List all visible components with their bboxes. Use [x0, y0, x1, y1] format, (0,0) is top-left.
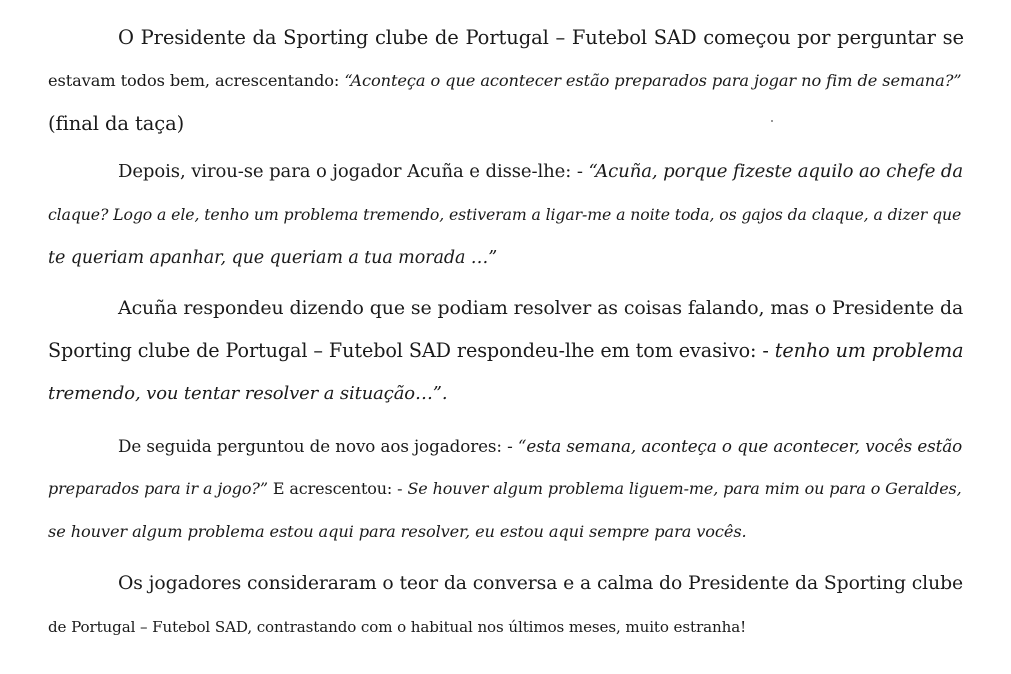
text-line — [118, 434, 962, 458]
text-line — [118, 26, 964, 50]
italic-quote-segment: “Aconteça o que acontecer estão preparados para jogar no fim de semana?” — [344, 71, 962, 90]
italic-quote-segment: tremendo, vou tentar resolver a situação…”. — [48, 383, 448, 404]
text-segment: Depois, virou-se para o jogador Acuña e disse-lhe: - — [118, 161, 589, 182]
italic-quote-segment: “esta semana, aconteça o que acontecer, vocês estão — [517, 436, 963, 456]
text-line — [118, 296, 963, 320]
text-line — [118, 572, 963, 596]
scan-speck — [771, 120, 773, 122]
italic-quote-segment: preparados para ir a jogo?” — [48, 479, 268, 498]
text-segment: Os jogadores consideraram o teor da conversa e a calma do Presidente da Sporting clube — [118, 573, 963, 594]
text-segment: E acrescentou: - — [267, 479, 408, 498]
text-segment: estavam todos bem, acrescentando: — [48, 71, 345, 90]
text-segment: Acuña respondeu dizendo que se podiam resolver as coisas falando, mas o Presidente da — [118, 297, 964, 319]
text-line — [48, 246, 497, 270]
italic-quote-segment: claque? Logo a ele, tenho um problema tremendo, estiveram a ligar-me a noite toda, os gajos da claque, a dizer que — [48, 205, 962, 224]
text-segment: (final da taça) — [48, 112, 185, 135]
text-line — [48, 477, 962, 501]
italic-quote-segment: tenho um problema — [774, 339, 964, 362]
text-line — [48, 520, 747, 544]
text-line — [48, 615, 746, 639]
text-segment: Sporting clube de Portugal – Futebol SAD respondeu-lhe em tom evasivo: - — [48, 339, 775, 362]
text-segment: de Portugal – Futebol SAD, contrastando com o habitual nos últimos meses, muito estranha! — [48, 618, 747, 636]
text-line — [48, 112, 184, 136]
italic-quote-segment: te queriam apanhar, que queriam a tua morada …” — [48, 248, 498, 268]
italic-quote-segment: Se houver algum problema liguem-me, para mim ou para o Geraldes, — [407, 479, 962, 498]
text-segment: De seguida perguntou de novo aos jogadores: - — [118, 436, 518, 456]
text-line — [118, 160, 963, 184]
italic-quote-segment: se houver algum problema estou aqui para resolver, eu estou aqui sempre para vocês. — [48, 522, 747, 541]
text-line — [48, 203, 961, 227]
text-line — [48, 382, 447, 406]
text-line — [48, 339, 963, 363]
text-line — [48, 69, 961, 93]
text-segment: O Presidente da Sporting clube de Portugal – Futebol SAD começou por perguntar se — [118, 26, 964, 49]
italic-quote-segment: “Acuña, porque fizeste aquilo ao chefe da — [588, 161, 964, 182]
